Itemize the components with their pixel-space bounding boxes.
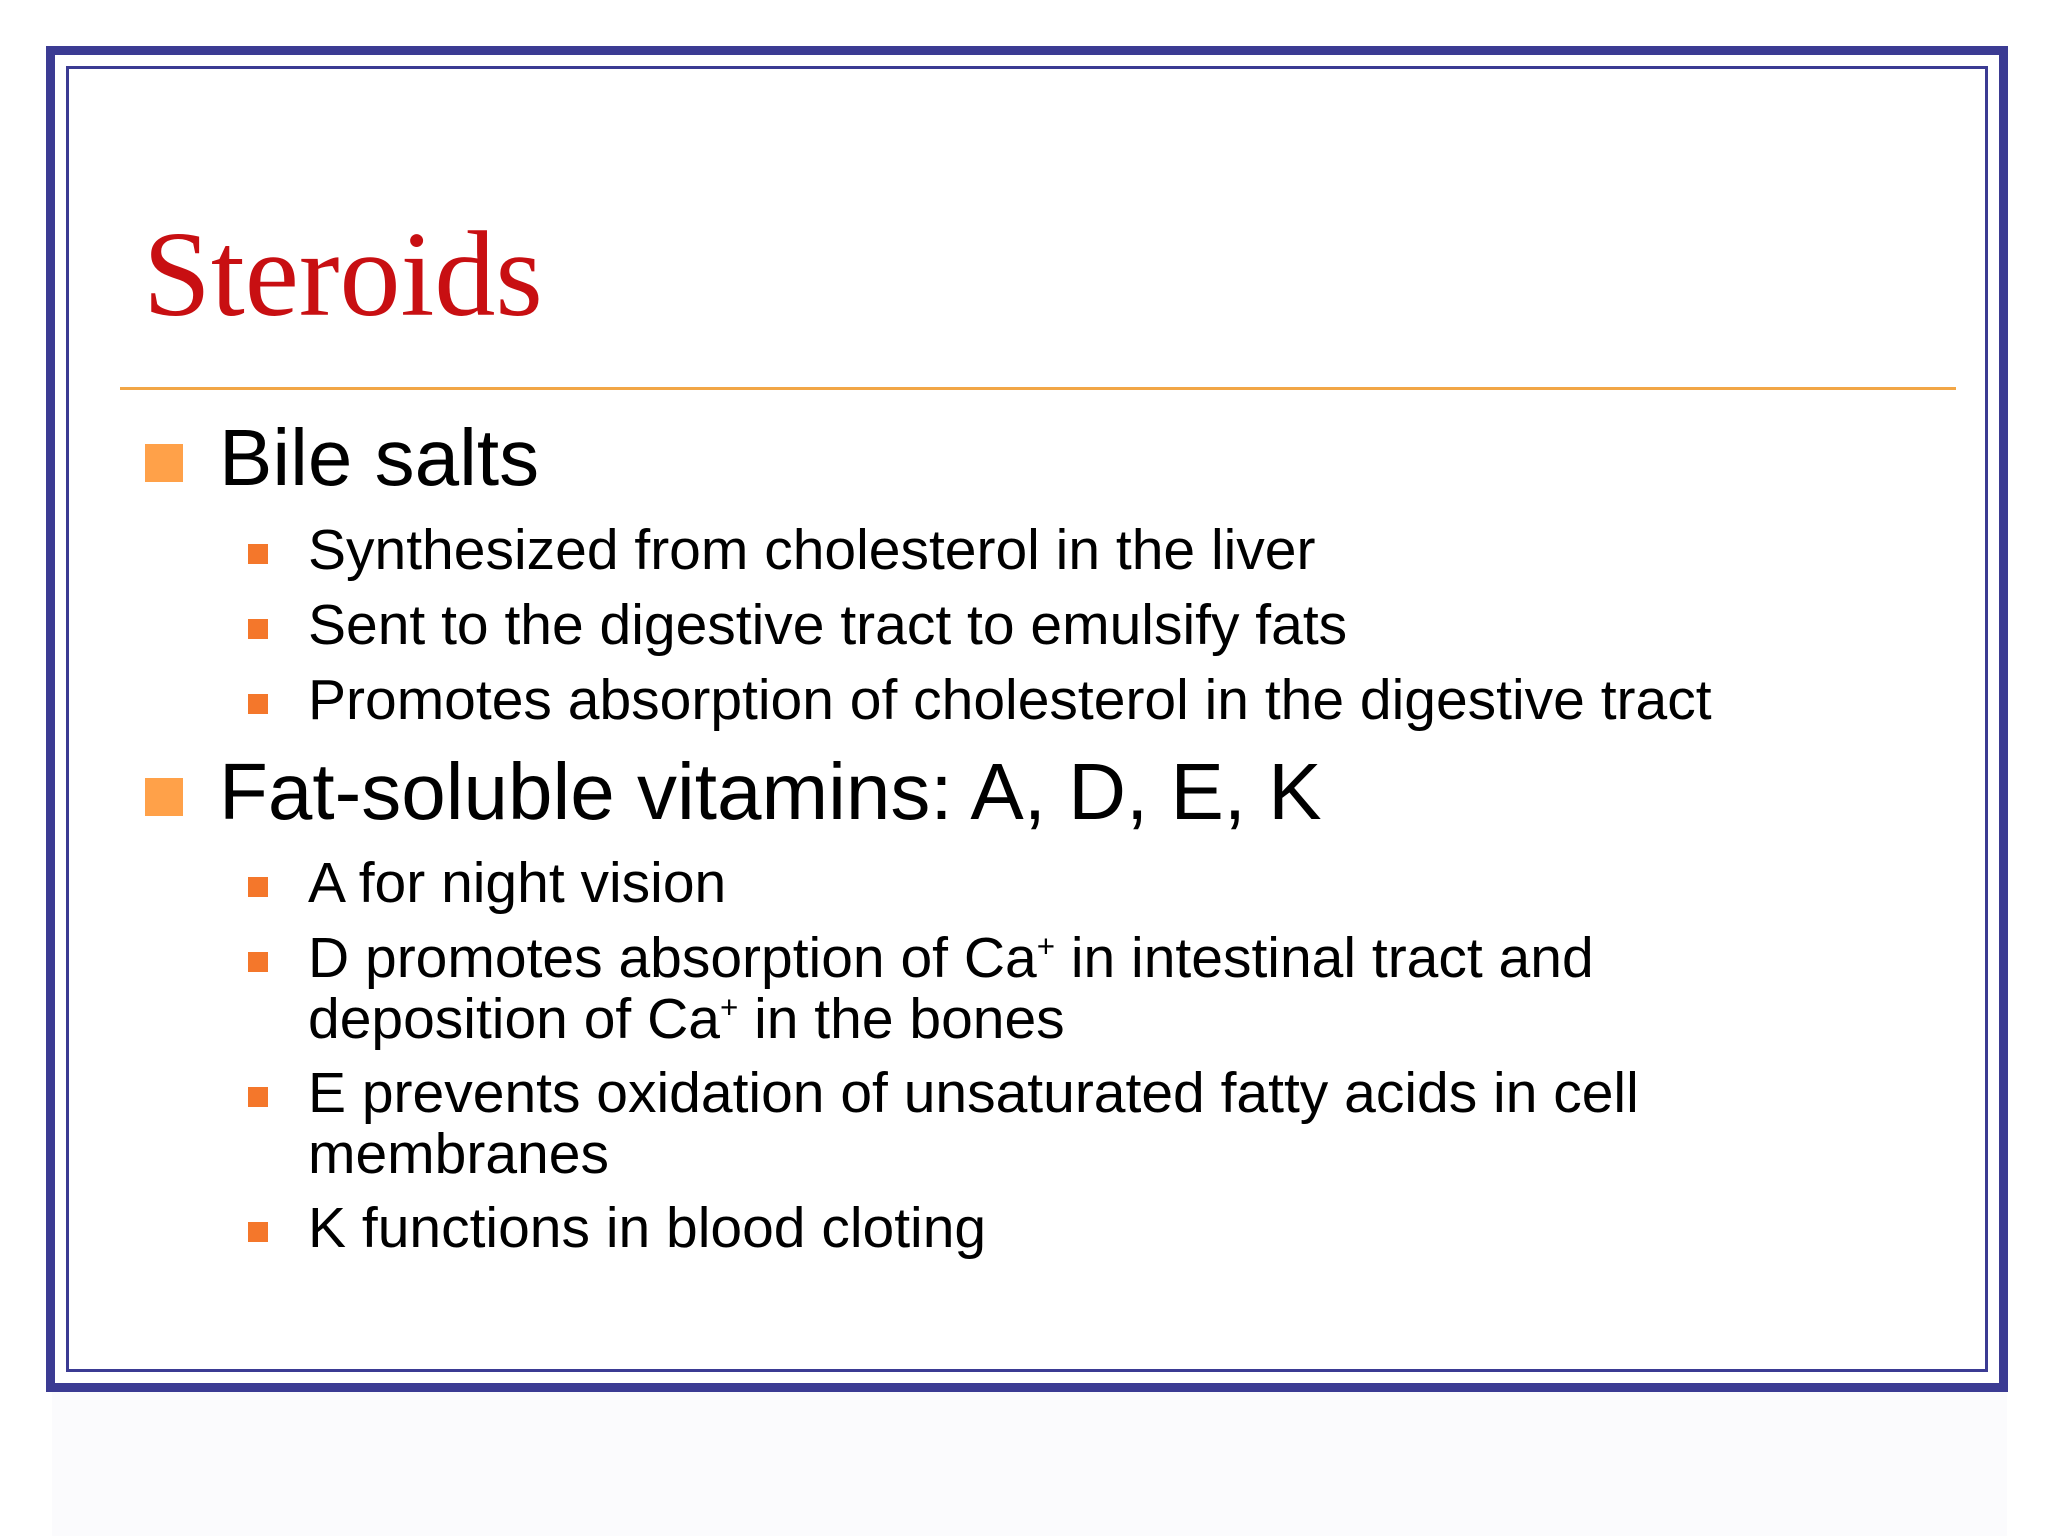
superscript: + bbox=[719, 990, 739, 1025]
bullet-heading: Fat-soluble vitamins: A, D, E, K bbox=[219, 747, 1322, 836]
subbullet-text: K functions in blood cloting bbox=[308, 1196, 987, 1260]
bullet-heading: Bile salts bbox=[219, 413, 540, 502]
square-bullet-icon bbox=[248, 619, 268, 639]
square-bullet-icon bbox=[145, 444, 183, 482]
square-bullet-icon bbox=[248, 877, 268, 897]
square-bullet-icon bbox=[248, 694, 268, 714]
subbullet-text-line1: D promotes absorption of Ca+ in intestinal tract and bbox=[308, 926, 1594, 990]
subbullet-text-line1: E prevents oxidation of unsaturated fatty acids in cell bbox=[308, 1061, 1639, 1125]
square-bullet-icon bbox=[145, 778, 183, 816]
subbullet-text: Sent to the digestive tract to emulsify fats bbox=[308, 593, 1348, 657]
subbullet-text bbox=[308, 1063, 1639, 1185]
subbullet-text: Synthesized from cholesterol in the liver bbox=[308, 518, 1316, 582]
subbullet-text-line2: deposition of Ca+ in the bones bbox=[308, 987, 1065, 1051]
square-bullet-icon bbox=[248, 1087, 268, 1107]
square-bullet-icon bbox=[248, 952, 268, 972]
superscript: + bbox=[1036, 929, 1056, 964]
page-backdrop bbox=[52, 1392, 2007, 1536]
slide-title: Steroids bbox=[143, 207, 543, 342]
square-bullet-icon bbox=[248, 544, 268, 564]
subbullet-text: A for night vision bbox=[308, 851, 727, 915]
square-bullet-icon bbox=[248, 1222, 268, 1242]
subbullet-text: Promotes absorption of cholesterol in the digestive tract bbox=[308, 668, 1712, 732]
subbullet-text bbox=[308, 928, 1594, 1050]
subbullet-text-line2: membranes bbox=[308, 1122, 609, 1186]
